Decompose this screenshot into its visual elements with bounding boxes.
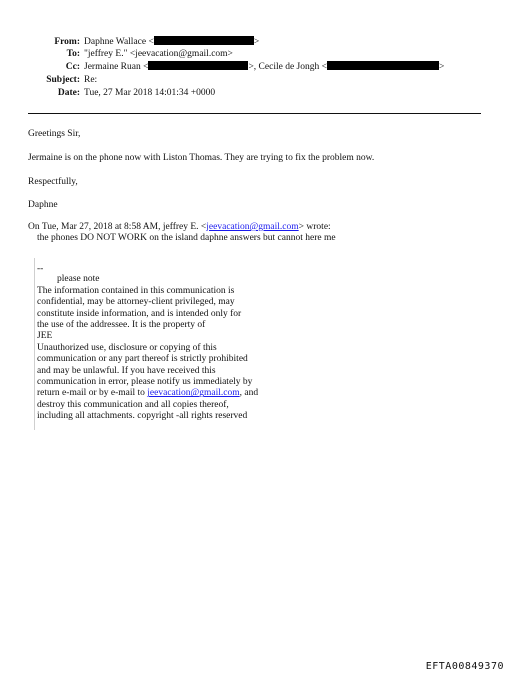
disclaimer-line: including all attachments. copyright -all rights reserved [37, 411, 248, 422]
disclaimer-line: the use of the addressee. It is the property of [37, 320, 206, 331]
email-link[interactable]: jeevacation@gmail.com [206, 222, 299, 232]
redaction-block [148, 61, 248, 70]
greeting: Greetings Sir, [28, 129, 81, 139]
quoted-message: the phones DO NOT WORK on the island daphne answers but cannot here me [37, 233, 336, 243]
subject-value: Re: [84, 75, 98, 85]
redaction-block [154, 36, 254, 45]
closing: Respectfully, [28, 177, 78, 187]
quote-bar [34, 258, 35, 430]
subject-label: Subject: [46, 75, 80, 85]
date-label: Date: [57, 88, 80, 98]
cc-tail: > [438, 62, 445, 72]
from-value: Daphne Wallace < [84, 37, 154, 47]
note-title: please note [57, 274, 100, 285]
bates-number: EFTA00849370 [425, 661, 504, 672]
disclaimer-line: Unauthorized use, disclosure or copying of this [37, 342, 217, 353]
from-tail: > [253, 37, 260, 47]
disclaimer-line: communication or any part thereof is strictly prohibited [37, 354, 248, 365]
signoff: Daphne [28, 200, 58, 210]
redaction-block [327, 61, 439, 70]
disclaimer-line: JEE [37, 331, 53, 342]
disclaimer-line: constitute inside information, and is intended only for [37, 308, 242, 319]
body-line: Jermaine is on the phone now with Liston Thomas. They are trying to fix the problem now. [28, 153, 375, 163]
disclaimer-line: communication in error, please notify us immediately by [37, 377, 253, 388]
quote-intro: On Tue, Mar 27, 2018 at 8:58 AM, jeffrey E. <jeevacation@gmail.com> wrote: [28, 222, 331, 232]
disclaimer-line: destroy this communication and all copies thereof, [37, 399, 229, 410]
signature-dashes: -- [37, 264, 44, 274]
disclaimer-line: The information contained in this communication is [37, 285, 235, 296]
disclaimer-line: confidential, may be attorney-client privileged, may [37, 297, 235, 308]
signature-block [37, 264, 258, 423]
header-divider [28, 113, 481, 114]
disclaimer-line: and may be unlawful. If you have received this [37, 365, 216, 376]
to-value: "jeffrey E." <jeevacation@gmail.com> [84, 49, 233, 59]
email-link[interactable]: jeevacation@gmail.com [147, 388, 240, 399]
cc-label: Cc: [65, 62, 80, 72]
from-label: From: [54, 37, 80, 47]
date-value: Tue, 27 Mar 2018 14:01:34 +0000 [84, 88, 216, 98]
disclaimer-line: return e-mail or by e-mail to jeevacation@gmail.com, and [37, 388, 259, 399]
cc-mid: >, Cecile de Jongh < [248, 62, 327, 72]
cc-value: Jermaine Ruan < [84, 62, 149, 72]
to-label: To: [66, 49, 80, 59]
